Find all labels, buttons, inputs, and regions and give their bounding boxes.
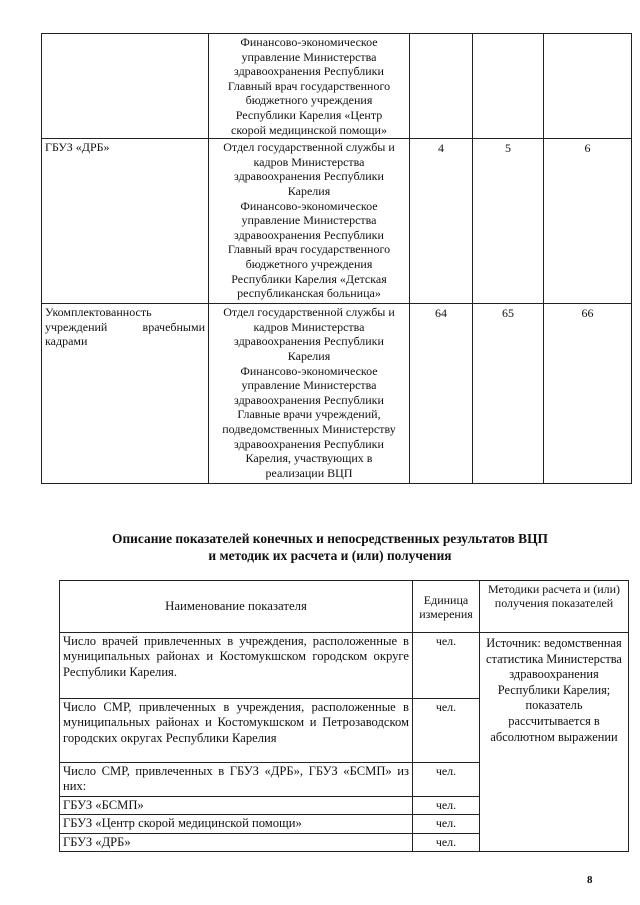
value-cell: 64 bbox=[410, 304, 473, 484]
responsible-cell: Отдел государственной службы и кадров Министерства здравоохранения Республики Карелия Финансово-экономическое управление Министерства здравоохранения Республики Главные врачи учреждений, подведомственных Министерству здравоохранения Республики Карелия, участвующих в реализации ВЦП bbox=[209, 304, 410, 484]
header-row bbox=[60, 581, 629, 633]
unit-cell: чел. bbox=[413, 833, 480, 851]
indicator-cell: ГБУЗ «ДРБ» bbox=[42, 139, 209, 304]
value-cell: 66 bbox=[544, 304, 632, 484]
value-cell: 4 bbox=[410, 139, 473, 304]
unit-cell: чел. bbox=[413, 815, 480, 833]
unit-cell: чел. bbox=[413, 699, 480, 763]
method-cell: Источник: ведомственная статистика Министерства здравоохранения Республики Карелия; показатель рассчитывается в абсолютном выражении bbox=[480, 633, 629, 852]
responsible-cell: Отдел государственной службы и кадров Министерства здравоохранения Республики Карелия Финансово-экономическое управление Министерства здравоохранения Республики Главный врач государственного бюджетного учреждения Республики Карелия «Детская республиканская больница» bbox=[209, 139, 410, 304]
unit-cell: чел. bbox=[413, 763, 480, 797]
header-method: Методики расчета и (или) получения показателей bbox=[480, 581, 629, 633]
value-cell: 6 bbox=[544, 139, 632, 304]
section-title bbox=[0, 530, 640, 564]
table-row bbox=[42, 34, 632, 139]
indicator-name-cell: ГБУЗ «ДРБ» bbox=[60, 833, 413, 851]
indicator-name-cell: ГБУЗ «Центр скорой медицинской помощи» bbox=[60, 815, 413, 833]
section-title-line: и методик их расчета и (или) получения bbox=[208, 548, 452, 563]
value-cell bbox=[473, 34, 544, 139]
indicator-cell bbox=[42, 34, 209, 139]
indicator-name-cell: ГБУЗ «БСМП» bbox=[60, 797, 413, 815]
indicator-name-cell: Число врачей привлеченных в учреждения, расположенные в муниципальных районах и Костомукшском городском округе Республики Карелия. bbox=[60, 633, 413, 699]
value-cell: 5 bbox=[473, 139, 544, 304]
responsible-cell: Финансово-экономическое управление Министерства здравоохранения Республики Главный врач государственного бюджетного учреждения Республики Карелия «Центр скорой медицинской помощи» bbox=[209, 34, 410, 139]
indicators-table bbox=[59, 580, 629, 852]
unit-cell: чел. bbox=[413, 797, 480, 815]
value-cell bbox=[410, 34, 473, 139]
value-cell bbox=[544, 34, 632, 139]
unit-cell: чел. bbox=[413, 633, 480, 699]
table-row bbox=[60, 633, 629, 699]
header-indicator-name: Наименование показателя bbox=[60, 581, 413, 633]
section-title-line: Описание показателей конечных и непосредственных результатов ВЦП bbox=[112, 531, 548, 546]
responsibility-table bbox=[41, 33, 632, 484]
header-unit: Единица измерения bbox=[413, 581, 480, 633]
indicator-name-cell: Число СМР, привлеченных в ГБУЗ «ДРБ», ГБУЗ «БСМП» из них: bbox=[60, 763, 413, 797]
table-row bbox=[42, 304, 632, 484]
indicator-cell: Укомплектованность учреждений врачебными кадрами bbox=[42, 304, 209, 484]
indicator-name-cell: Число СМР, привлеченных в учреждения, расположенные в муниципальных районах и Костомукшском и Петрозаводском городских округах Республики Карелия bbox=[60, 699, 413, 763]
value-cell: 65 bbox=[473, 304, 544, 484]
page-number: 8 bbox=[587, 874, 593, 886]
table-row bbox=[42, 139, 632, 304]
